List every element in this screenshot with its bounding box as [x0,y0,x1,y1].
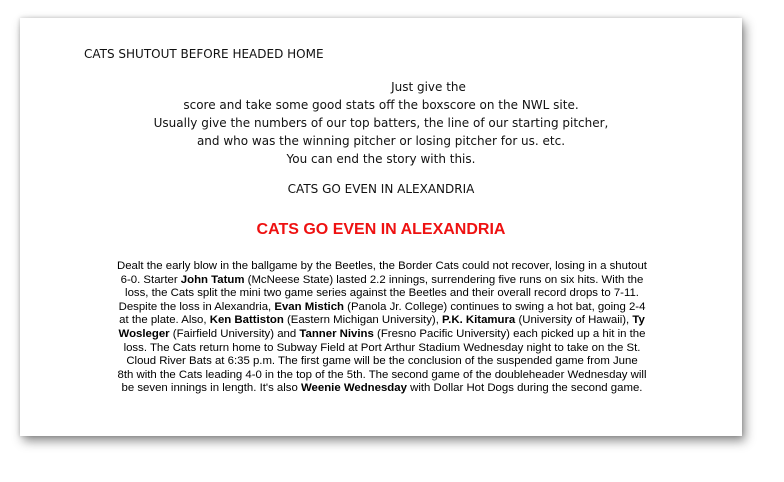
story-text: Despite the loss in Alexandria, [118,300,275,313]
story-line [58,260,706,274]
story-text: (Fresno Pacific University) each picked up a hit in the [373,327,646,340]
document-title: CATS SHUTOUT BEFORE HEADED HOME [84,47,324,61]
story-line [58,274,706,288]
story-headline: CATS GO EVEN IN ALEXANDRIA [256,221,506,238]
story-text: Dealt the early blow in the ballgame by the Beetles, the Border Cats could not recover, losing in a shutout [117,260,647,272]
instruction-line: You can end the story with this. [286,152,476,166]
story-text: loss, the Cats split the mini two game series against the Beetles and their overall record drops to 7-11. [125,287,639,300]
player-name: John Tatum [180,273,245,286]
story-text: (University of Hawaii), [515,314,633,327]
instruction-line: Usually give the numbers of our top batters, the line of our starting pitcher, [153,116,609,130]
story-text: (Eastern Michigan University), [283,314,443,327]
story-line [58,369,706,383]
player-name: Ty [632,314,645,327]
instruction-line: and who was the winning pitcher or losing pitcher for us. etc. [196,134,566,148]
story-line [58,382,706,396]
player-name: Ken Battiston [209,314,284,327]
player-name: Wosleger [118,327,170,340]
story-text: be seven innings in length. It's also [121,382,301,395]
player-name: P.K. Kitamura [442,314,516,327]
player-name: Tanner Nivins [299,327,374,340]
promo-name: Weenie Wednesday [301,382,407,395]
player-name: Evan Mistich [274,300,344,313]
story-line [58,287,706,301]
instruction-line: score and take some good stats off the boxscore on the NWL site. [183,98,579,112]
story-line [58,342,706,356]
story-subhead: CATS GO EVEN IN ALEXANDRIA [287,182,475,196]
story-text: Cloud River Bats at 6:35 p.m. The first game will be the conclusion of the suspended game from June [126,355,638,368]
story-text: (Panola Jr. College) continues to swing a hot bat, going 2-4 [344,300,646,313]
story-line [58,328,706,342]
story-line [58,314,706,328]
story-body [58,260,706,396]
story-text: (Fairfield University) and [169,327,300,340]
story-text: 6-0. Starter [120,273,181,286]
story-line [58,355,706,369]
story-text: loss. The Cats return home to Subway Field at Port Arthur Stadium Wednesday night to take on the St. [123,341,641,354]
story-text: 8th with the Cats leading 4-0 in the top of the 5th. The second game of the doubleheader Wednesday will [117,368,647,381]
story-text: with Dollar Hot Dogs during the second game. [406,382,643,395]
instruction-line: Just give the [391,80,466,94]
story-text: (McNeese State) lasted 2.2 innings, surrendering five runs on six hits. With the [244,273,644,286]
editor-instructions [20,78,742,168]
story-text: at the plate. Also, [119,314,210,327]
document-page [20,18,742,436]
story-line [58,301,706,315]
